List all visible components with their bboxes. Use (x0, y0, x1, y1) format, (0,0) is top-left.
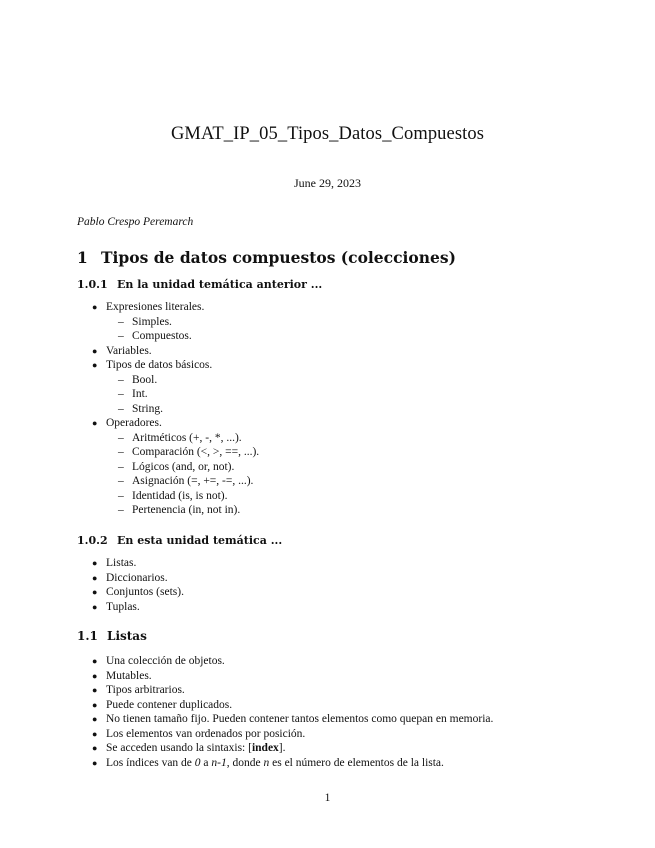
dash-icon: – (118, 446, 124, 458)
bullet-icon: ● (92, 757, 98, 768)
list-item: ● Una colección de objetos. (92, 655, 225, 667)
dash-icon: – (118, 373, 124, 386)
subsection-title: En esta unidad temática ... (117, 534, 283, 547)
dash-icon: – (118, 504, 124, 516)
bullet-icon: ● (92, 601, 98, 612)
bullet-icon: ● (92, 587, 98, 597)
section-title: Tipos de datos compuestos (colecciones) (101, 248, 456, 267)
list-item: ● Puede contener duplicados. (92, 698, 233, 711)
subsection-heading-1-0-1 (77, 278, 322, 291)
list-item: ● Tuplas. (92, 600, 140, 613)
list-item: ● Listas. (92, 557, 137, 569)
subsection-heading-1-1 (77, 629, 147, 643)
dash-icon: – (118, 489, 124, 502)
list-item: ● Tipos arbitrarios. (92, 684, 185, 696)
nested-list (106, 431, 259, 518)
list-item: ● No tienen tamaño fijo. Pueden contener tantos elementos como quepan en memoria. (92, 713, 494, 725)
page-number: 1 (324, 792, 331, 804)
document-title: GMAT_IP_05_Tipos_Datos_Compuestos (170, 124, 485, 144)
list-item: – Lógicos (and, or, not). (118, 460, 235, 473)
subsection-number: 1.0.1 (77, 278, 108, 291)
dash-icon: – (118, 315, 124, 328)
bullet-icon: ● (92, 699, 98, 710)
subsection-number: 1.0.2 (77, 534, 108, 547)
list-item: – Aritméticos (+, -, *, ...). (118, 431, 242, 444)
list-item: – String. (118, 402, 163, 415)
subsection-title: Listas (107, 629, 147, 643)
bullet-icon: ● (92, 558, 98, 568)
list-item: – Compuestos. (118, 330, 192, 342)
bullet-icon: ● (92, 418, 98, 428)
bullet-icon: ● (92, 743, 98, 753)
bullet-icon: ● (92, 360, 98, 370)
section-number: 1 (77, 248, 88, 267)
nested-list (106, 373, 259, 417)
dash-icon: – (118, 460, 124, 473)
list-item: – Simples. (118, 315, 172, 328)
list-item: ● Conjuntos (sets). (92, 586, 184, 598)
list-item: – Bool. (118, 373, 158, 386)
document-author: Pablo Crespo Peremarch (77, 216, 194, 228)
list-item: ● Expresiones literales. – Simples. – Compuestos. (92, 300, 259, 344)
dash-icon: – (118, 388, 124, 400)
list-item: ● Variables. (92, 344, 152, 357)
list-item: – Int. (118, 388, 148, 400)
bullet-icon: ● (92, 728, 98, 739)
list-item: – Pertenencia (in, not in). (118, 504, 241, 516)
bullet-icon: ● (92, 685, 98, 695)
previous-unit-list (92, 300, 259, 518)
dash-icon: – (118, 475, 124, 487)
list-item: ● Los índices van de 0 a n-1, donde n es el número de elementos de la lista. (92, 756, 444, 769)
list-item: ● Diccionarios. (92, 571, 168, 584)
bullet-icon: ● (92, 345, 98, 356)
bullet-icon: ● (92, 670, 98, 681)
section-heading (77, 248, 456, 267)
subsection-number: 1.1 (77, 629, 98, 643)
this-unit-list (92, 556, 184, 614)
list-item: ● Operadores. – Aritméticos (+, -, *, ...). – Comparación (<, >, ==, ...). – Lógicos (and, or, not). – Asignación (=, +=, -=, ...). – Identidad (is, is not). – Pertenencia (in, not in). (92, 417, 260, 516)
bullet-icon: ● (92, 714, 98, 724)
dash-icon: – (118, 330, 124, 342)
lists-features-list (92, 654, 493, 770)
dash-icon: – (118, 431, 124, 444)
list-item: ● Se acceden usando la sintaxis: [index]. (92, 742, 286, 754)
bullet-icon: ● (92, 656, 98, 666)
list-item: – Comparación (<, >, ==, ...). (118, 446, 260, 458)
nested-list (106, 315, 259, 344)
bullet-icon: ● (92, 572, 98, 583)
list-item: – Asignación (=, +=, -=, ...). (118, 475, 254, 487)
list-item: – Identidad (is, is not). (118, 489, 228, 502)
subsection-title: En la unidad temática anterior ... (117, 278, 323, 291)
document-date: June 29, 2023 (294, 176, 361, 190)
list-item: ● Mutables. (92, 669, 152, 682)
bullet-icon: ● (92, 302, 98, 312)
subsection-heading-1-0-2 (77, 534, 282, 547)
list-item: ● Los elementos van ordenados por posición. (92, 727, 306, 740)
dash-icon: – (118, 402, 124, 415)
list-item: ● Tipos de datos básicos. – Bool. – Int. – String. (92, 358, 259, 416)
